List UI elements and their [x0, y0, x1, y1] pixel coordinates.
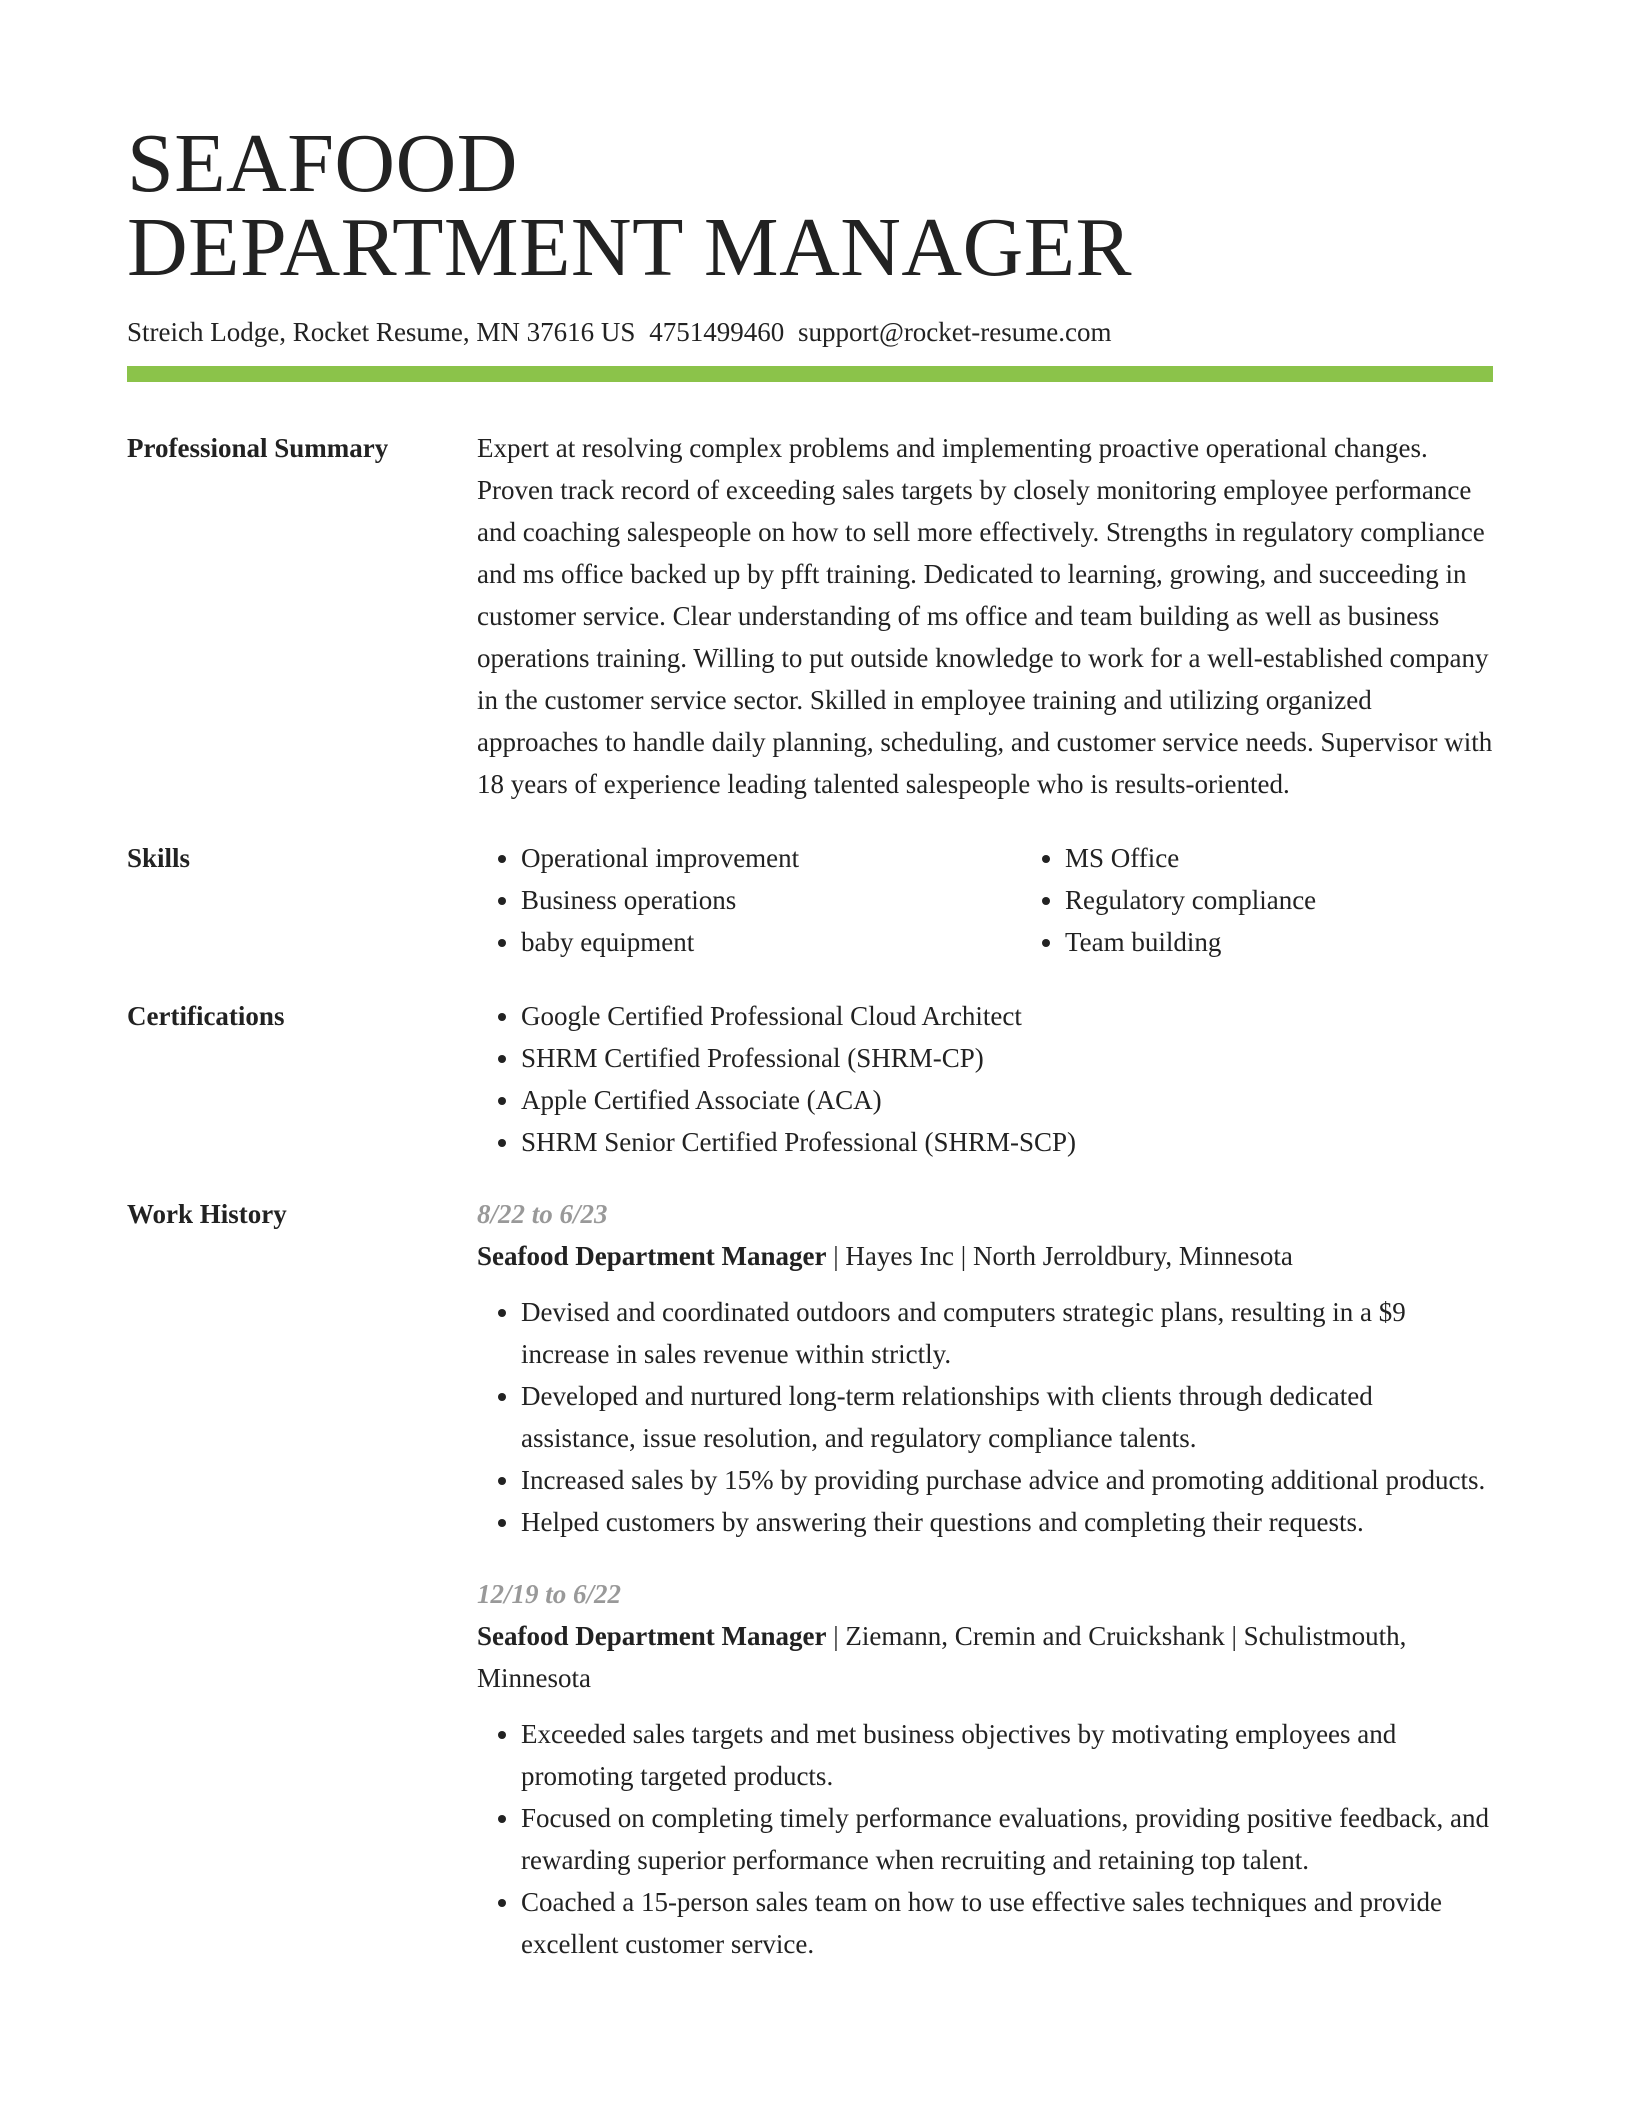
job-details: | Hayes Inc | North Jerroldbury, Minnesota — [826, 1241, 1293, 1271]
job-bullet: • Increased sales by 15% by providing purchase advice and promoting additional products. — [521, 1459, 1493, 1501]
work-history-section — [127, 1193, 1493, 1965]
job-bullet: • Helped customers by answering their questions and completing their requests. — [521, 1501, 1493, 1543]
skills-column-2 — [1021, 837, 1565, 963]
job-title: Seafood Department Manager — [477, 1621, 827, 1651]
title-line-1: SEAFOOD — [127, 117, 518, 210]
section-heading: Professional Summary — [127, 433, 389, 463]
job-bullet: • Exceeded sales targets and met business objectives by motivating employees and promoting targeted products. — [521, 1713, 1493, 1797]
resume-page — [127, 0, 1493, 1965]
job-bullet: • Coached a 15-person sales team on how to use effective sales techniques and provide excellent customer service. — [521, 1881, 1493, 1965]
skill-item: • Operational improvement — [521, 837, 1021, 879]
section-heading: Skills — [127, 843, 191, 873]
skill-item: • Regulatory compliance — [1065, 879, 1565, 921]
job-entry — [477, 1193, 1493, 1543]
certifications-list — [477, 995, 1493, 1163]
job-heading — [477, 1615, 1493, 1699]
work-history-body — [477, 1193, 1493, 1965]
skill-item: • MS Office — [1065, 837, 1565, 879]
job-heading — [477, 1235, 1493, 1277]
certification-item: • SHRM Senior Certified Professional (SHRM-SCP) — [521, 1121, 1493, 1163]
summary-text: Expert at resolving complex problems and implementing proactive operational changes. Proven track record of exceeding sales targets by closely monitoring employee performance and coaching salespeople on how to sell more effectively. Strengths in regulatory compliance and ms office backed up by pfft training. Dedicated to learning, growing, and succeeding in customer service. Clear understanding of ms office and team building as well as business operations training. Willing to put outside knowledge to work for a well-established company in the customer service sector. Skilled in employee training and utilizing organized approaches to handle daily planning, scheduling, and customer service needs. Supervisor with 18 years of experience leading talented salespeople who is results-oriented. — [477, 433, 1493, 799]
skills-body — [477, 837, 1565, 963]
job-title: Seafood Department Manager — [477, 1241, 827, 1271]
certification-item: • Apple Certified Associate (ACA) — [521, 1079, 1493, 1121]
skill-item: • Team building — [1065, 921, 1565, 963]
contact-phone: 4751499460 — [649, 317, 785, 347]
job-bullet: • Developed and nurtured long-term relationships with clients through dedicated assistance, issue resolution, and regulatory compliance talents. — [521, 1375, 1493, 1459]
contact-address: Streich Lodge, Rocket Resume, MN 37616 US — [127, 317, 636, 347]
job-entry — [477, 1573, 1493, 1965]
resume-title — [127, 0, 1493, 294]
title-line-2: DEPARTMENT MANAGER — [127, 201, 1133, 294]
job-dates: 8/22 to 6/23 — [477, 1199, 608, 1229]
section-heading: Certifications — [127, 1001, 285, 1031]
professional-summary-section — [127, 427, 1493, 805]
job-details: | Ziemann, Cremin and Cruickshank | Schulistmouth, Minnesota — [477, 1621, 1407, 1693]
job-bullet: • Devised and coordinated outdoors and computers strategic plans, resulting in a $9 increase in sales revenue within strictly. — [521, 1291, 1493, 1375]
skill-item: • baby equipment — [521, 921, 1021, 963]
skills-column-1 — [477, 837, 1021, 963]
certification-item: • SHRM Certified Professional (SHRM-CP) — [521, 1037, 1493, 1079]
contact-line — [127, 315, 1493, 349]
job-bullet: • Focused on completing timely performance evaluations, providing positive feedback, and rewarding superior performance when recruiting and retaining top talent. — [521, 1797, 1493, 1881]
job-dates: 12/19 to 6/22 — [477, 1579, 622, 1609]
certification-item: • Google Certified Professional Cloud Architect — [521, 995, 1493, 1037]
certifications-body — [477, 995, 1493, 1163]
skills-grid — [477, 837, 1565, 963]
skills-section — [127, 837, 1493, 963]
accent-divider — [127, 366, 1493, 382]
section-heading: Work History — [127, 1199, 287, 1229]
job-bullets — [477, 1713, 1493, 1965]
skill-item: • Business operations — [521, 879, 1021, 921]
certifications-section — [127, 995, 1493, 1163]
job-bullets — [477, 1291, 1493, 1543]
contact-email: support@rocket-resume.com — [797, 317, 1112, 347]
